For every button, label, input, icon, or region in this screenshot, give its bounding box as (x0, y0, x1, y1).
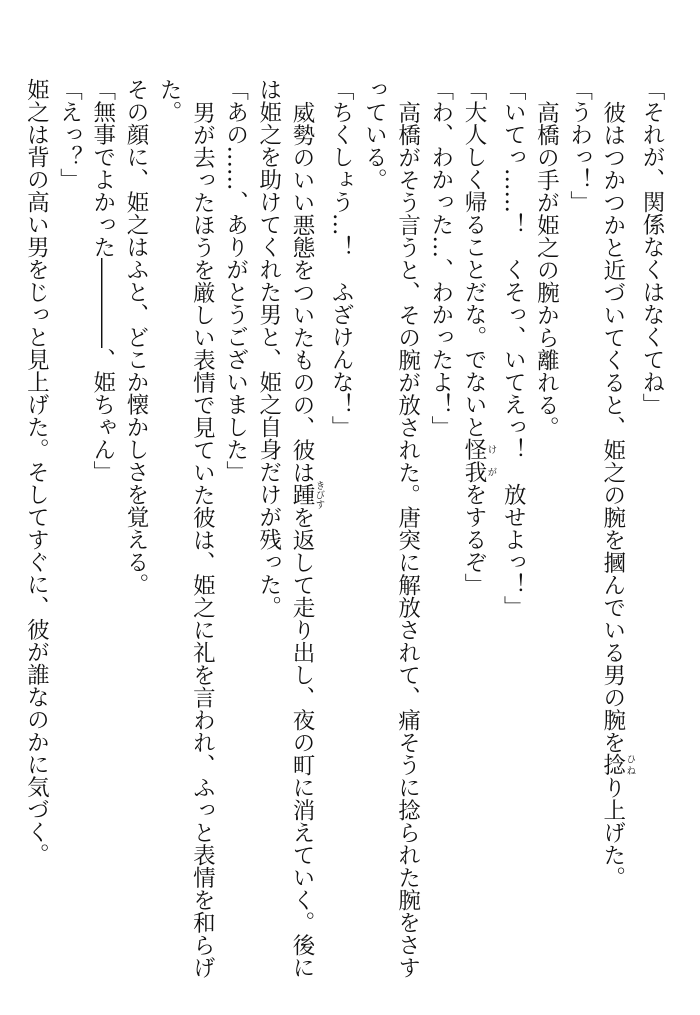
ruby-annotation: 捻ひね (599, 753, 636, 776)
text-line: 「それが、関係なくはなくてね」 (639, 78, 665, 416)
text-line: 「えっ？」 (56, 78, 83, 191)
text-line: 「わ、わかった…、わかったよ！」 (427, 78, 454, 438)
text-line: その顔に、姫之はふと、どこか懐かしさを覚える。 (122, 78, 149, 596)
text-line: 「ちくしょう…！ ふざけんな！」 (328, 78, 355, 438)
text-line: 高橋の手が姫之の腕から離れる。 (533, 100, 560, 438)
vertical-text-block (19, 78, 668, 978)
text-line: 「無事でよかった――――、姫ちゃん」 (89, 78, 116, 483)
text-line: 威勢のいい悪態をついたものの、彼は踵きびすを返して走り出し、夜の町に消えていく。後には姫之を助けてくれた男と、姫之自身だけが残った。 (255, 78, 325, 978)
text-line: 「大人しく帰ることだな。でないと怪我けがをするぞ」 (460, 78, 497, 596)
text-line: 高橋がそう言うと、その腕が放された。唐突に解放されて、痛そうに捻られた腕をさすっている。 (361, 78, 421, 978)
text-line: 姫之は背の高い男をじっと見上げた。そしてすぐに、彼が誰なのかに気づく。 (23, 78, 50, 866)
text-line: 「うわっ！」 (566, 78, 593, 213)
ruby-annotation: 踵きびす (288, 480, 325, 509)
text-line: 「あの……、ありがとうございました」 (222, 78, 249, 483)
text-line: 男が去ったほうを厳しい表情で見ていた彼は、姫之に礼を言われ、ふっと表情を和らげた。 (156, 78, 216, 978)
text-line: 彼はつかつかと近づいてくると、姫之の腕を摑んでいる男の腕を捻ひねり上げた。 (599, 100, 636, 888)
ruby-annotation: 怪我けが (460, 438, 497, 483)
text-line: 「いてっ……！ くそっ、いてえっ！ 放せよっ！」 (500, 78, 527, 618)
